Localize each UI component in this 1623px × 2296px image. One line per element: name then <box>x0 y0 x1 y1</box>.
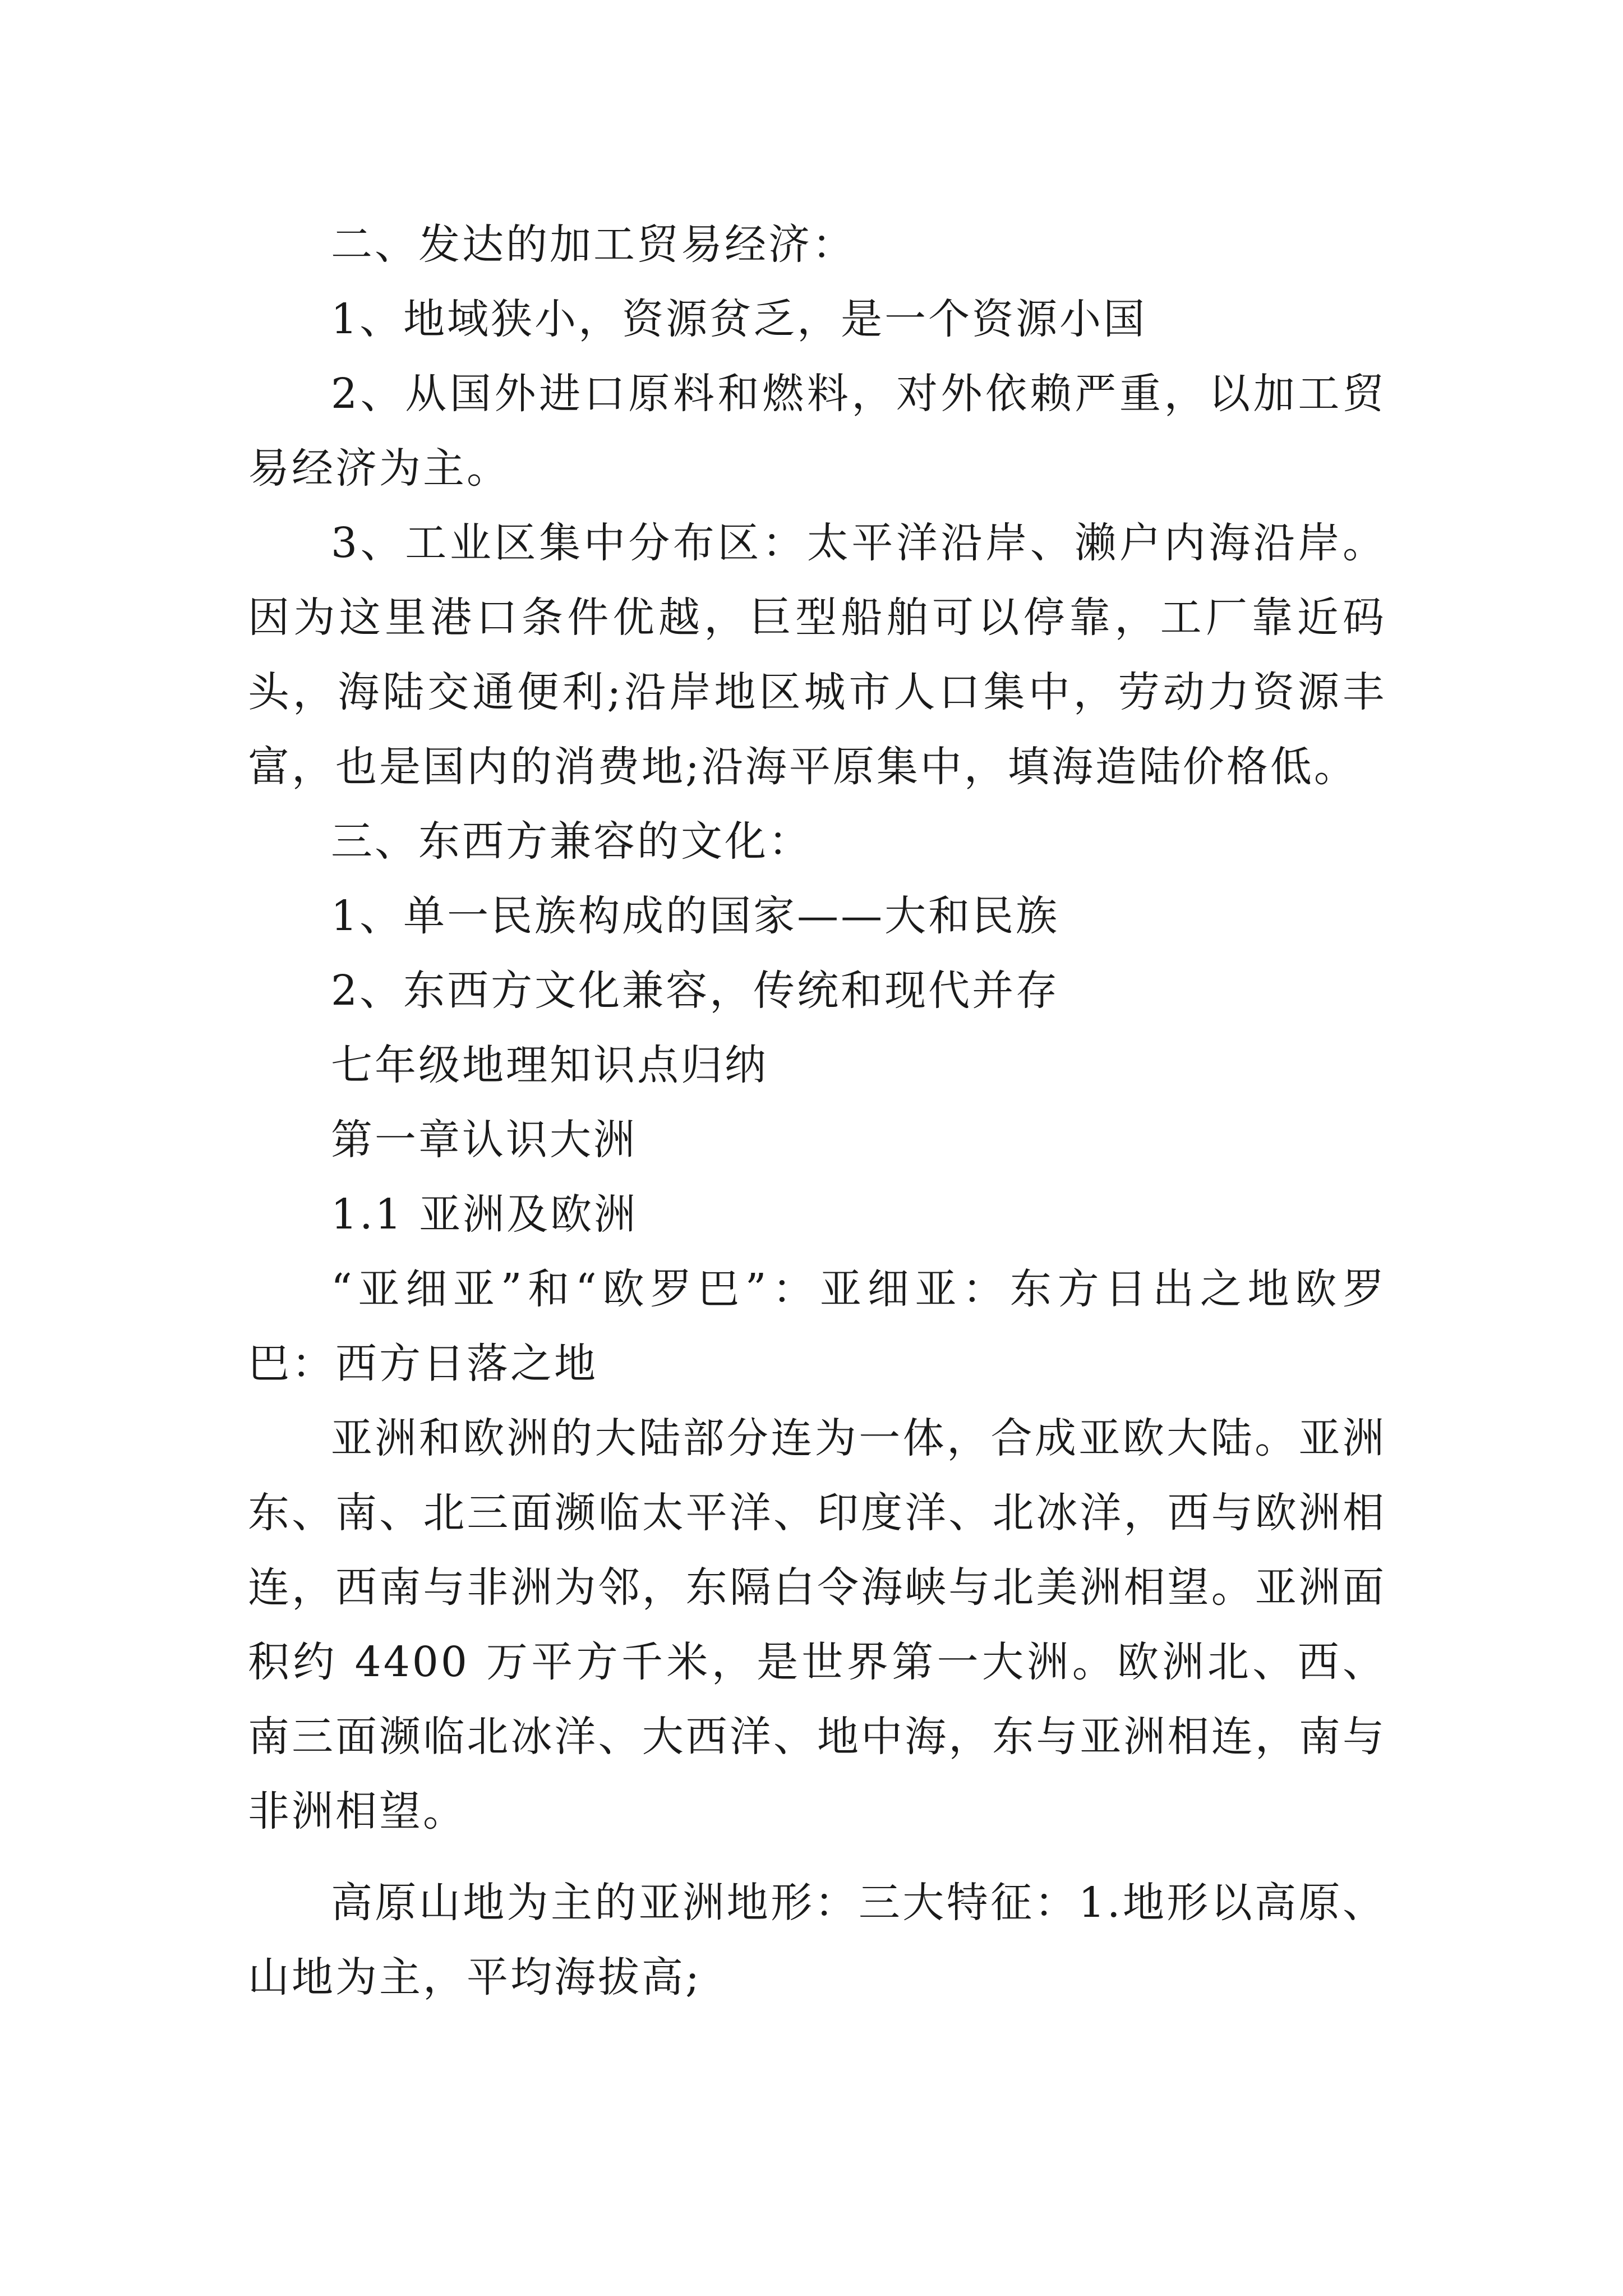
document-title-grade7: 七年级地理知识点归纳 <box>331 1041 768 1089</box>
paragraph-item-1: 1、地域狭小，资源贫乏，是一个资源小国 <box>331 295 1147 343</box>
section-heading-culture: 三、东西方兼容的文化： <box>331 817 812 866</box>
subsection-heading: 1.1 亚洲及欧洲 <box>331 1190 638 1239</box>
paragraph-item-3: 3、工业区集中分布区：太平洋沿岸、濑户内海沿岸。因为这里港口条件优越，巨型船舶可以停靠，工厂靠近码头，海陆交通便利;沿岸地区城市人口集中，劳动力资源丰富，也是国内的消费地;沿海平原集中，填海造陆价格低。 <box>248 519 1386 791</box>
paragraph-asia-terrain: 高原山地为主的亚洲地形：三大特征：1.地形以高原、山地为主，平均海拔高; <box>248 1879 1386 2001</box>
paragraph-item-2: 2、从国外进口原料和燃料，对外依赖严重，以加工贸易经济为主。 <box>248 370 1386 493</box>
paragraph-asia-europe: 亚洲和欧洲的大陆部分连为一体，合成亚欧大陆。亚洲东、南、北三面濒临太平洋、印度洋、北冰洋，西与欧洲相连，西南与非洲为邻，东隔白令海峡与北美洲相望。亚洲面积约 4400 万平方千米，是世界第一大洲。欧洲北、西、南三面濒临北冰洋、大西洋、地中海，东与亚洲相连，南与非洲相望。 <box>248 1414 1386 1835</box>
paragraph-culture-2: 2、东西方文化兼容，传统和现代并存 <box>331 967 1060 1015</box>
document-body <box>248 208 1386 2015</box>
section-heading-processing-trade: 二、发达的加工贸易经济： <box>331 220 856 269</box>
paragraph-culture-1: 1、单一民族构成的国家——大和民族 <box>331 892 1060 940</box>
chapter-heading: 第一章认识大洲 <box>331 1116 637 1164</box>
paragraph-names-origin: “亚细亚”和“欧罗巴”：亚细亚：东方日出之地欧罗巴：西方日落之地 <box>248 1265 1386 1388</box>
